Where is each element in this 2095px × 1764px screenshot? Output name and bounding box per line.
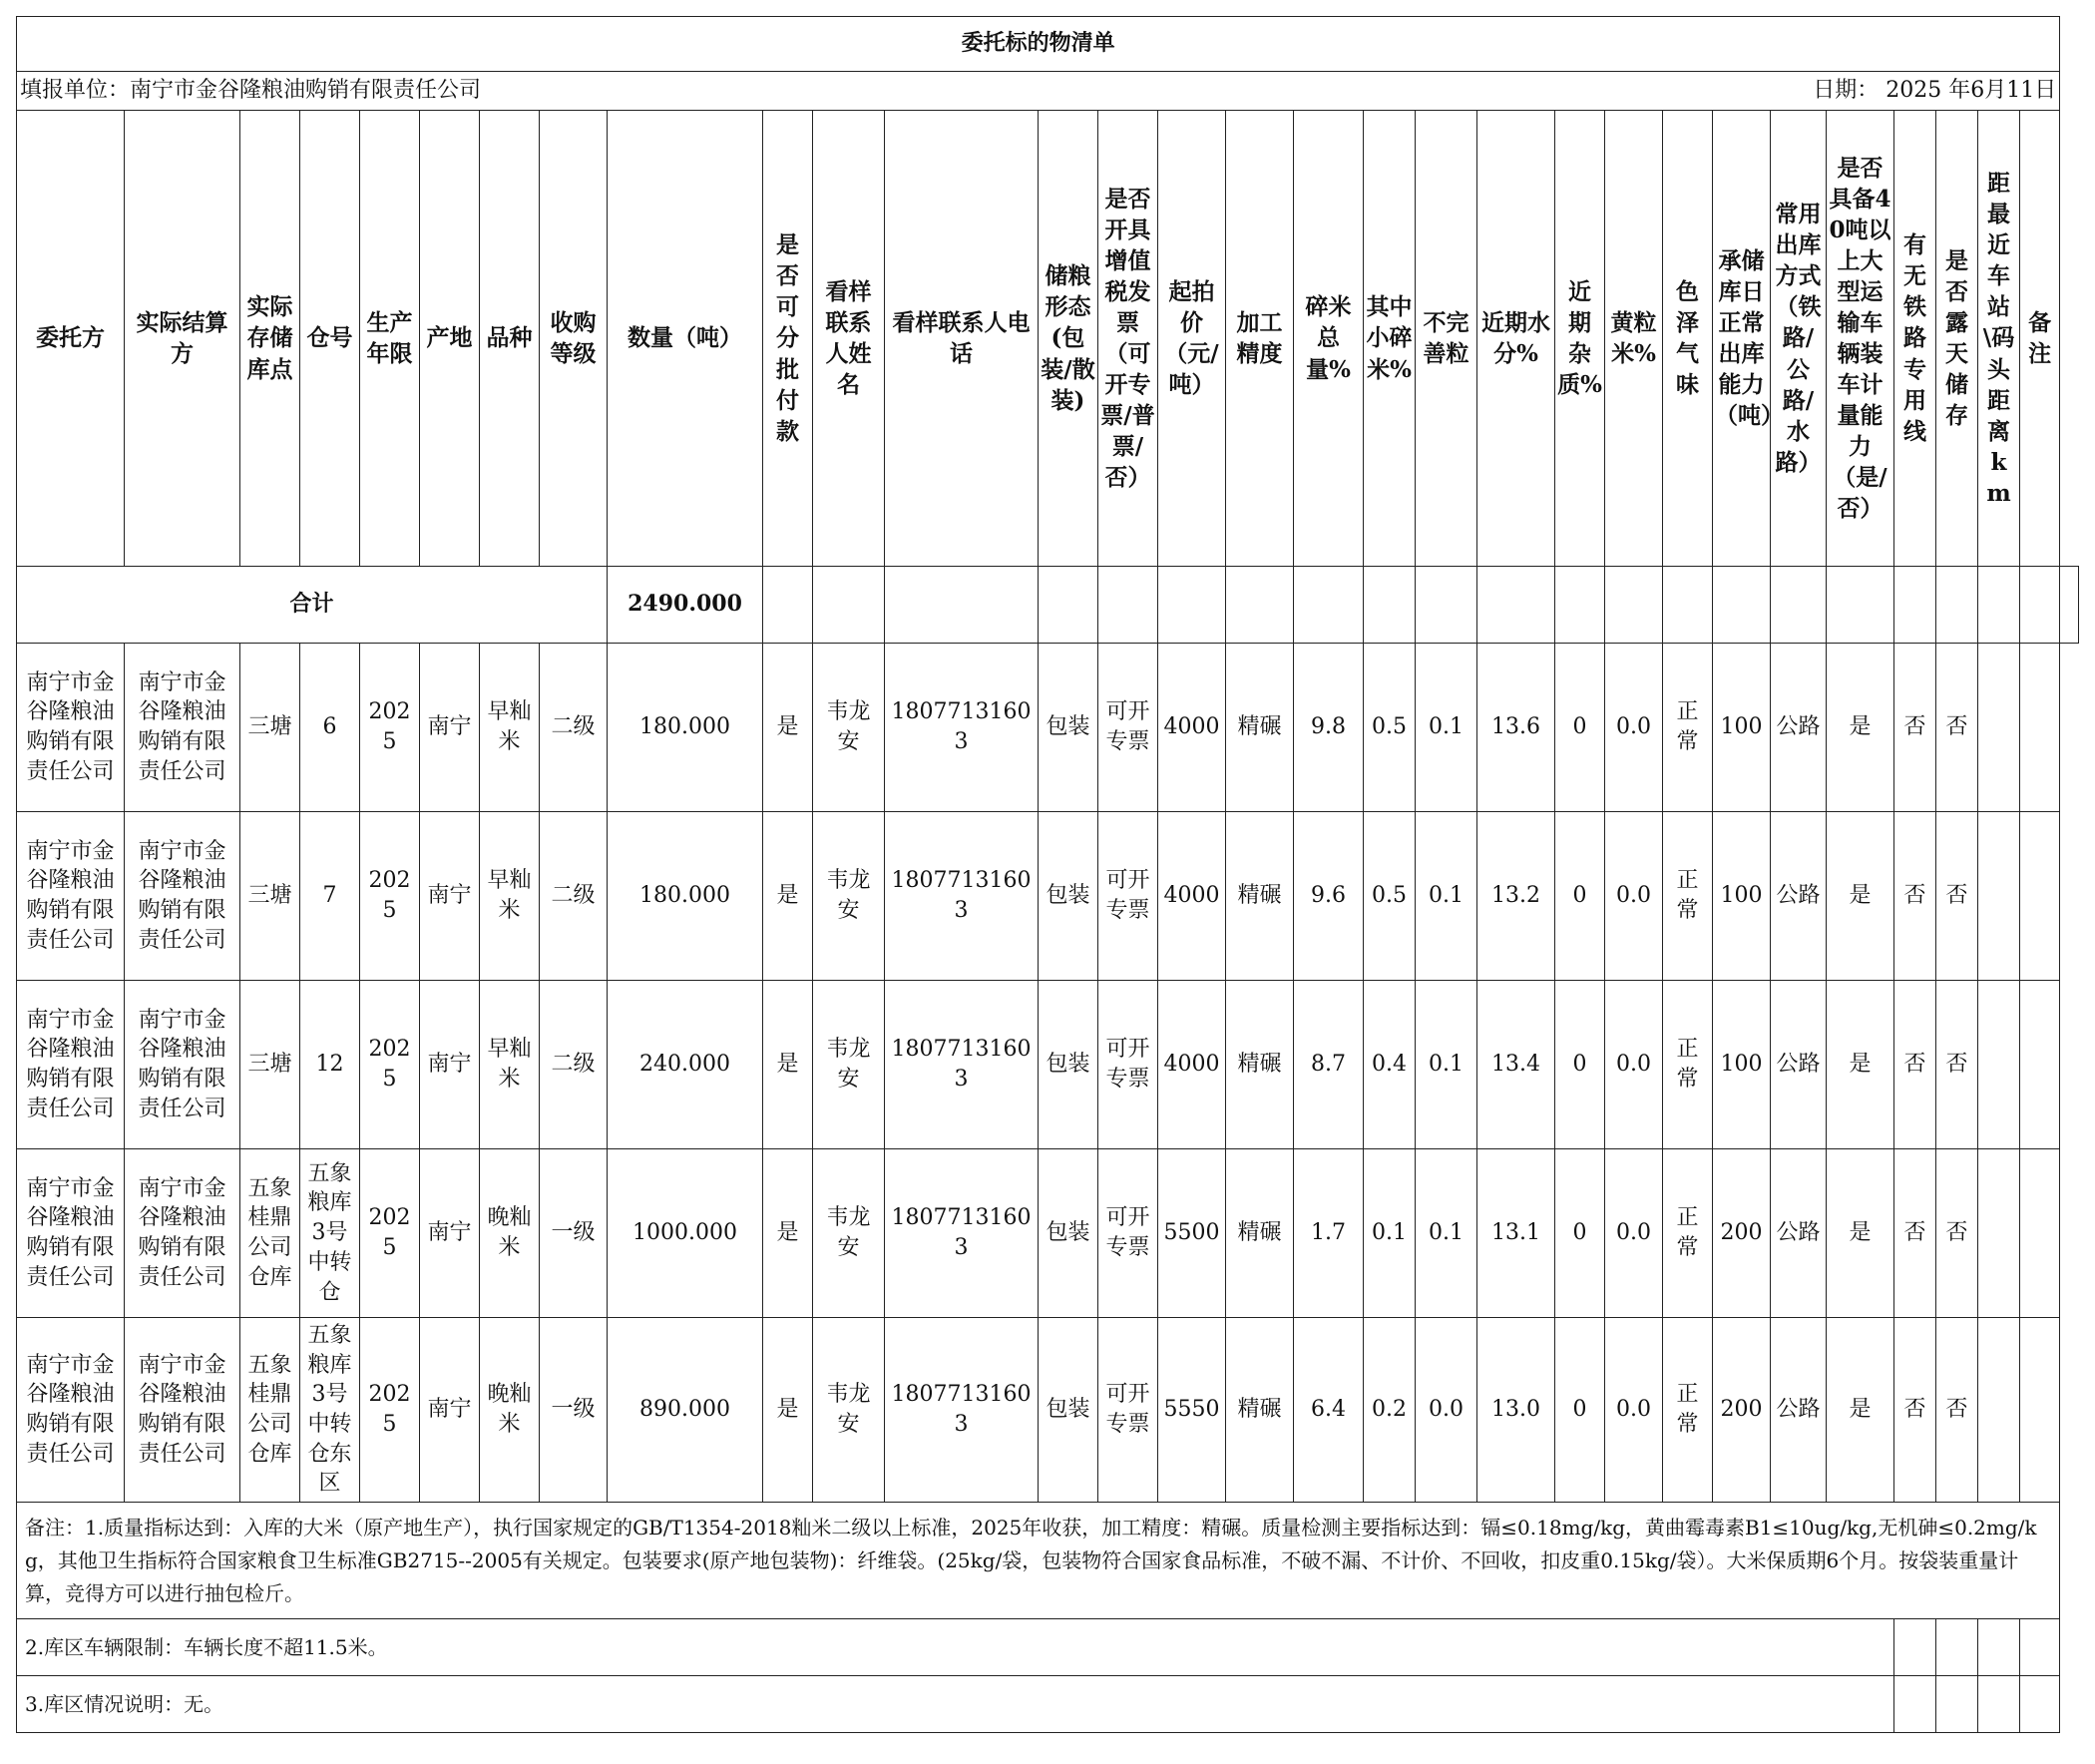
table-cell: 0.0 — [1605, 644, 1663, 812]
table-cell: 可开专票 — [1098, 812, 1158, 981]
table-cell: 0.0 — [1605, 1149, 1663, 1318]
table-cell: 三塘 — [240, 644, 300, 812]
table-cell: 南宁市金谷隆粮油购销有限责任公司 — [17, 1318, 125, 1503]
table-cell: 否 — [1936, 644, 1978, 812]
note-empty-cell — [2020, 1676, 2060, 1733]
table-cell: 0.4 — [1364, 981, 1416, 1149]
table-cell: 否 — [1894, 812, 1936, 981]
table-cell: 否 — [1936, 1318, 1978, 1503]
table-cell: 可开专票 — [1098, 1318, 1158, 1503]
table-cell: 南宁 — [420, 981, 480, 1149]
table-cell: 南宁 — [420, 644, 480, 812]
table-cell: 南宁市金谷隆粮油购销有限责任公司 — [125, 981, 240, 1149]
table-cell: 韦龙安 — [813, 812, 885, 981]
table-cell: 890.000 — [608, 1318, 763, 1503]
table-cell: 0.0 — [1605, 1318, 1663, 1503]
note-empty-cell — [1936, 1676, 1978, 1733]
column-header: 加工精度 — [1226, 111, 1294, 567]
table-cell: 包装 — [1039, 812, 1098, 981]
table-cell: 公路 — [1771, 812, 1827, 981]
table-cell: 五象桂鼎公司仓库 — [240, 1318, 300, 1503]
column-header: 其中小碎米% — [1364, 111, 1416, 567]
reporting-unit: 填报单位：南宁市金谷隆粮油购销有限责任公司 — [17, 72, 1555, 111]
sheet — [16, 16, 2079, 1733]
table-cell: 13.0 — [1477, 1318, 1555, 1503]
column-header: 不完善粒 — [1416, 111, 1477, 567]
table-title: 委托标的物清单 — [17, 17, 2060, 72]
column-header: 实际结算方 — [125, 111, 240, 567]
total-quantity: 2490.000 — [608, 567, 763, 644]
column-header: 备注 — [2020, 111, 2060, 567]
table-cell: 韦龙安 — [813, 1318, 885, 1503]
table-cell: 南宁 — [420, 1149, 480, 1318]
table-cell: 0.1 — [1364, 1149, 1416, 1318]
table-cell: 0 — [1555, 981, 1605, 1149]
report-date: 日期： 2025 年6月11日 — [1555, 72, 2060, 111]
table-cell: 包装 — [1039, 981, 1098, 1149]
table-cell: 二级 — [540, 644, 608, 812]
table-cell: 6 — [300, 644, 360, 812]
table-cell: 早籼米 — [480, 812, 540, 981]
table-cell: 是 — [1827, 1149, 1894, 1318]
column-header: 看样联系人电话 — [885, 111, 1039, 567]
column-header: 近期杂质% — [1555, 111, 1605, 567]
table-cell: 9.6 — [1294, 812, 1364, 981]
table-cell: 正常 — [1663, 644, 1713, 812]
note-row — [17, 1676, 2079, 1733]
table-cell: 可开专票 — [1098, 1149, 1158, 1318]
table-cell: 13.6 — [1477, 644, 1555, 812]
column-header: 产地 — [420, 111, 480, 567]
table-cell: 9.8 — [1294, 644, 1364, 812]
note-text: 2.库区车辆限制：车辆长度不超11.5米。 — [17, 1619, 1894, 1676]
table-cell: 0.0 — [1416, 1318, 1477, 1503]
note-empty-cell — [2020, 1619, 2060, 1676]
column-header: 起拍价（元/吨） — [1158, 111, 1226, 567]
note-empty-cell — [1978, 1676, 2020, 1733]
column-header: 生产年限 — [360, 111, 420, 567]
table-cell: 是 — [763, 812, 813, 981]
table-cell: 200 — [1713, 1149, 1771, 1318]
table-cell: 三塘 — [240, 981, 300, 1149]
table-cell: 6.4 — [1294, 1318, 1364, 1503]
table-cell: 公路 — [1771, 644, 1827, 812]
table-cell: 18077131603 — [885, 644, 1039, 812]
table-cell: 可开专票 — [1098, 981, 1158, 1149]
table-cell — [2020, 981, 2060, 1149]
table-cell — [2020, 1149, 2060, 1318]
header-row — [17, 111, 2079, 567]
note-text: 3.库区情况说明：无。 — [17, 1676, 1894, 1733]
table-cell: 正常 — [1663, 1149, 1713, 1318]
table-cell: 韦龙安 — [813, 644, 885, 812]
table-cell: 2025 — [360, 644, 420, 812]
table-cell: 13.4 — [1477, 981, 1555, 1149]
table-cell: 0.1 — [1416, 812, 1477, 981]
note-empty-cell — [1894, 1676, 1936, 1733]
table-cell — [2020, 812, 2060, 981]
table-cell: 精碾 — [1226, 1149, 1294, 1318]
table-cell: 南宁市金谷隆粮油购销有限责任公司 — [17, 1149, 125, 1318]
table-cell: 南宁市金谷隆粮油购销有限责任公司 — [17, 812, 125, 981]
table-cell: 2025 — [360, 812, 420, 981]
table-cell: 5500 — [1158, 1149, 1226, 1318]
table-cell: 早籼米 — [480, 644, 540, 812]
table-cell: 0.5 — [1364, 644, 1416, 812]
table-row — [17, 1318, 2079, 1503]
table-cell: 否 — [1894, 981, 1936, 1149]
table-cell: 8.7 — [1294, 981, 1364, 1149]
table-row — [17, 812, 2079, 981]
table-cell: 0 — [1555, 1318, 1605, 1503]
table-cell: 是 — [1827, 981, 1894, 1149]
column-header: 是否可分批付款 — [763, 111, 813, 567]
column-header: 实际存储库点 — [240, 111, 300, 567]
table-cell: 2025 — [360, 1149, 420, 1318]
table-cell: 早籼米 — [480, 981, 540, 1149]
table-cell: 0.5 — [1364, 812, 1416, 981]
table-cell — [1978, 981, 2020, 1149]
table-cell: 南宁市金谷隆粮油购销有限责任公司 — [125, 1149, 240, 1318]
table-cell: 是 — [763, 1318, 813, 1503]
table-cell: 精碾 — [1226, 644, 1294, 812]
table-cell: 一级 — [540, 1318, 608, 1503]
table-cell: 南宁市金谷隆粮油购销有限责任公司 — [17, 981, 125, 1149]
table-row — [17, 981, 2079, 1149]
table-cell: 公路 — [1771, 1318, 1827, 1503]
column-header: 数量（吨） — [608, 111, 763, 567]
column-header: 承储库日正常出库能力（吨） — [1713, 111, 1771, 567]
inventory-table — [16, 16, 2079, 1733]
column-header: 品种 — [480, 111, 540, 567]
table-cell: 南宁 — [420, 1318, 480, 1503]
table-cell: 公路 — [1771, 981, 1827, 1149]
table-cell: 正常 — [1663, 981, 1713, 1149]
table-cell: 是 — [1827, 1318, 1894, 1503]
table-cell: 0 — [1555, 644, 1605, 812]
table-cell: 18077131603 — [885, 981, 1039, 1149]
table-cell: 0.1 — [1416, 981, 1477, 1149]
total-row — [17, 567, 2079, 644]
table-cell: 180.000 — [608, 644, 763, 812]
table-cell: 三塘 — [240, 812, 300, 981]
table-cell: 包装 — [1039, 1318, 1098, 1503]
table-cell: 是 — [763, 981, 813, 1149]
column-header: 近期水分% — [1477, 111, 1555, 567]
table-cell: 是 — [763, 1149, 813, 1318]
table-cell: 正常 — [1663, 812, 1713, 981]
table-cell: 南宁市金谷隆粮油购销有限责任公司 — [125, 812, 240, 981]
table-cell: 否 — [1936, 981, 1978, 1149]
table-cell: 13.1 — [1477, 1149, 1555, 1318]
column-header: 储粮形态(包装/散装) — [1039, 111, 1098, 567]
table-cell: 180.000 — [608, 812, 763, 981]
table-cell — [1978, 812, 2020, 981]
note-row — [17, 1503, 2079, 1619]
table-cell: 五象粮库3号中转仓 — [300, 1149, 360, 1318]
column-header: 碎米总量% — [1294, 111, 1364, 567]
column-header: 仓号 — [300, 111, 360, 567]
table-cell: 100 — [1713, 981, 1771, 1149]
column-header: 黄粒米% — [1605, 111, 1663, 567]
table-cell: 0.1 — [1416, 644, 1477, 812]
table-cell: 0.0 — [1605, 981, 1663, 1149]
table-cell: 0 — [1555, 812, 1605, 981]
table-cell — [1978, 1318, 2020, 1503]
table-cell: 0.0 — [1605, 812, 1663, 981]
table-cell: 晚籼米 — [480, 1318, 540, 1503]
note-row — [17, 1619, 2079, 1676]
table-cell: 二级 — [540, 812, 608, 981]
table-cell: 2025 — [360, 1318, 420, 1503]
note-empty-cell — [1978, 1619, 2020, 1676]
table-cell: 0.1 — [1416, 1149, 1477, 1318]
table-row — [17, 644, 2079, 812]
table-cell: 包装 — [1039, 1149, 1098, 1318]
table-cell: 5550 — [1158, 1318, 1226, 1503]
table-cell: 是 — [1827, 644, 1894, 812]
table-cell: 1.7 — [1294, 1149, 1364, 1318]
table-cell: 正常 — [1663, 1318, 1713, 1503]
table-cell: 18077131603 — [885, 812, 1039, 981]
table-cell: 7 — [300, 812, 360, 981]
table-cell: 一级 — [540, 1149, 608, 1318]
table-cell: 精碾 — [1226, 1318, 1294, 1503]
column-header: 色泽气味 — [1663, 111, 1713, 567]
table-cell: 4000 — [1158, 981, 1226, 1149]
table-cell — [1978, 1149, 2020, 1318]
table-cell: 否 — [1936, 812, 1978, 981]
column-header: 是否具备40吨以上大型运输车辆装车计量能力（是/否） — [1827, 111, 1894, 567]
table-cell: 否 — [1894, 644, 1936, 812]
table-cell: 12 — [300, 981, 360, 1149]
table-cell: 南宁市金谷隆粮油购销有限责任公司 — [17, 644, 125, 812]
table-cell: 4000 — [1158, 644, 1226, 812]
table-cell — [2020, 644, 2060, 812]
table-cell: 南宁市金谷隆粮油购销有限责任公司 — [125, 1318, 240, 1503]
table-cell: 可开专票 — [1098, 644, 1158, 812]
table-cell: 200 — [1713, 1318, 1771, 1503]
table-cell: 18077131603 — [885, 1318, 1039, 1503]
table-cell: 2025 — [360, 981, 420, 1149]
note-text: 备注：1.质量指标达到：入库的大米（原产地生产），执行国家规定的GB/T1354-2018籼米二级以上标准，2025年收获，加工精度：精碾。质量检测主要指标达到：镉≤0.18mg/kg，黄曲霉毒素B1≤10ug/kg,无机砷≤0.2mg/kg，其他卫生指标符合国家粮食卫生标准GB2715--2005有关规定。包装要求(原产地包装物)：纤维袋。(25kg/袋，包装物符合国家食品标准，不破不漏、不计价、不回收，扣皮重0.15kg/袋）。大米保质期6个月。按袋装重量计算，竞得方可以进行抽包检斤。 — [17, 1503, 2060, 1619]
table-cell: 4000 — [1158, 812, 1226, 981]
column-header: 委托方 — [17, 111, 125, 567]
column-header: 是否露天储存 — [1936, 111, 1978, 567]
column-header: 常用出库方式（铁路/公路/水路） — [1771, 111, 1827, 567]
note-empty-cell — [1894, 1619, 1936, 1676]
table-cell: 否 — [1936, 1149, 1978, 1318]
table-cell: 否 — [1894, 1318, 1936, 1503]
table-cell: 1000.000 — [608, 1149, 763, 1318]
table-cell: 五象粮库3号中转仓东区 — [300, 1318, 360, 1503]
table-cell: 五象桂鼎公司仓库 — [240, 1149, 300, 1318]
column-header: 看样联系人姓名 — [813, 111, 885, 567]
column-header: 有无铁路专用线 — [1894, 111, 1936, 567]
table-cell: 二级 — [540, 981, 608, 1149]
table-cell: 韦龙安 — [813, 981, 885, 1149]
table-cell: 0.2 — [1364, 1318, 1416, 1503]
note-empty-cell — [1936, 1619, 1978, 1676]
table-cell: 100 — [1713, 812, 1771, 981]
table-cell: 晚籼米 — [480, 1149, 540, 1318]
table-cell: 否 — [1894, 1149, 1936, 1318]
column-header: 是否开具增值税发票（可开专票/普票/否） — [1098, 111, 1158, 567]
table-cell — [1978, 644, 2020, 812]
table-cell: 精碾 — [1226, 981, 1294, 1149]
table-cell — [2020, 1318, 2060, 1503]
column-header: 距最近车站\码头距离km — [1978, 111, 2020, 567]
table-cell: 13.2 — [1477, 812, 1555, 981]
table-cell: 韦龙安 — [813, 1149, 885, 1318]
table-cell: 0 — [1555, 1149, 1605, 1318]
table-cell: 包装 — [1039, 644, 1098, 812]
table-cell: 18077131603 — [885, 1149, 1039, 1318]
table-cell: 南宁 — [420, 812, 480, 981]
table-cell: 南宁市金谷隆粮油购销有限责任公司 — [125, 644, 240, 812]
table-cell: 是 — [1827, 812, 1894, 981]
table-cell: 100 — [1713, 644, 1771, 812]
column-header: 收购等级 — [540, 111, 608, 567]
table-cell: 是 — [763, 644, 813, 812]
table-row — [17, 1149, 2079, 1318]
table-cell: 240.000 — [608, 981, 763, 1149]
total-label: 合计 — [17, 567, 608, 644]
table-cell: 公路 — [1771, 1149, 1827, 1318]
table-cell: 精碾 — [1226, 812, 1294, 981]
